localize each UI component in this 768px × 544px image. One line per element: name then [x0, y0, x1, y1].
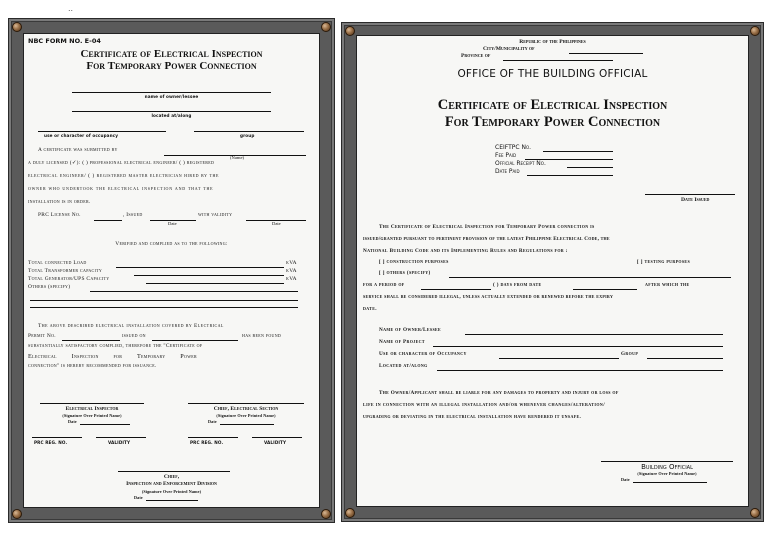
building-official-title: Building Official: [641, 463, 693, 471]
inspector-prc-caption: PRC REG. NO.: [34, 440, 68, 445]
city-label: City/Municipality of: [483, 46, 535, 52]
recommendation-plate: [8, 18, 335, 523]
bolt-icon: [345, 26, 355, 36]
certificate-title-line-2: For Temporary Power Connection: [444, 114, 661, 130]
form-title-line-1: Certificate of Electrical Inspection: [80, 48, 263, 60]
owner-line[interactable]: [72, 92, 271, 93]
building-official-date-label: Date: [621, 477, 630, 482]
project-label: Name of Project: [379, 339, 425, 345]
inspector-signature-line[interactable]: [40, 403, 144, 404]
period-line-2: service shall be considered illegal, unless actually extended or renewed before the expiry: [363, 294, 614, 300]
chief-section-prc-line[interactable]: [188, 437, 238, 438]
chief-section-date-label: Date: [208, 419, 217, 424]
period-line-3: date.: [363, 306, 377, 312]
verified-heading: Verified and complied as to the following:: [115, 241, 228, 247]
para2-line-5: connection" is hereby recommended for issuance.: [28, 363, 157, 369]
date-issued-line[interactable]: [645, 194, 735, 195]
use-line[interactable]: [499, 358, 619, 359]
transformer-label: Total Transformer capacity: [28, 268, 103, 274]
generator-line[interactable]: [146, 283, 284, 284]
owner-label: Name of Owner/Lessee: [379, 327, 442, 333]
generator-label: Total Generator/UPS Capacity: [28, 276, 110, 282]
kva-unit: kVA: [286, 260, 297, 266]
option-others[interactable]: [ ] others (specify): [379, 270, 431, 276]
period-label: for a period of: [363, 282, 405, 288]
located-line[interactable]: [437, 370, 723, 371]
grant-para-line-3: National Building Code and its Implementing Rules and Regulations for :: [363, 248, 568, 254]
inspector-validity-line[interactable]: [96, 437, 146, 438]
chief-signature-line[interactable]: [118, 471, 230, 472]
top-mark: ..: [68, 4, 74, 13]
kva-unit: kVA: [286, 276, 297, 282]
others-label: Others (specify): [28, 284, 71, 290]
located-label: Located at/along: [379, 363, 428, 369]
others-specify-line[interactable]: [449, 277, 731, 278]
certificate-form: [356, 35, 749, 507]
project-line[interactable]: [433, 346, 723, 347]
fee-paid-label: Fee Paid: [495, 152, 517, 159]
inspector-validity-caption: VALIDITY: [108, 440, 131, 445]
receipt-line[interactable]: [567, 167, 613, 168]
prc-label: PRC License No.: [38, 212, 81, 218]
para2-line-3: substantially satisfactory complied, therefore the "Certificate of: [28, 343, 203, 349]
para1-line-5: installation is in order.: [28, 199, 91, 205]
kva-unit: kVA: [286, 268, 297, 274]
period-line[interactable]: [421, 289, 491, 290]
inspector-title: Electrical Inspector: [65, 406, 119, 412]
prc-number-line[interactable]: [94, 220, 122, 221]
chief-section-date-line[interactable]: [220, 424, 274, 425]
certificate-plate: [341, 22, 764, 522]
load-label: Total connected Load: [28, 260, 87, 266]
building-official-signature-line[interactable]: [601, 461, 733, 462]
chief-date-label: Date: [134, 495, 143, 500]
location-line[interactable]: [72, 111, 271, 112]
form-number: NBC FORM NO. E-04: [28, 37, 101, 45]
inspector-prc-line[interactable]: [32, 437, 82, 438]
recommendation-form: [23, 33, 320, 508]
liability-line-3: upgrading or deviating in the electrical installation have rendered it unsafe.: [363, 414, 582, 420]
group-caption: group: [240, 133, 255, 138]
option-testing[interactable]: [ ] testing purposes: [637, 259, 691, 265]
bolt-icon: [345, 508, 355, 518]
para2-line-2b: issued on: [122, 333, 146, 339]
owner-caption: name of owner/lessee: [144, 94, 199, 99]
para1-line-2: a duly licensed (✓): ( ) professional electrical engineer/ ( ) registered: [28, 160, 215, 166]
others-line[interactable]: [30, 300, 298, 301]
province-line[interactable]: [503, 60, 613, 61]
group-label: Group: [621, 351, 639, 357]
date-issued-label: Date Issued: [681, 197, 710, 203]
use-label: Use or character of Occupancy: [379, 351, 467, 357]
receipt-label: Official Receipt No.: [495, 160, 546, 167]
others-line[interactable]: [90, 291, 298, 292]
inspector-signature-caption: (Signature Over Printed Name): [62, 413, 122, 418]
bolt-icon: [750, 508, 760, 518]
republic-heading: Republic of the Philippines: [519, 39, 586, 45]
bolt-icon: [12, 509, 22, 519]
chief-section-prc-caption: PRC REG. NO.: [190, 440, 224, 445]
certificate-title-line-1: Certificate of Electrical Inspection: [437, 97, 668, 113]
chief-signature-caption: (Signature Over Printed Name): [141, 489, 202, 494]
province-label: Province of: [461, 53, 491, 59]
use-line[interactable]: [38, 131, 166, 132]
chief-section-title: Chief, Electrical Section: [213, 406, 279, 412]
inspector-date-label: Date: [68, 419, 77, 424]
date-caption: Date: [272, 221, 281, 226]
period-date-line[interactable]: [573, 289, 637, 290]
para2-line-4: Electrical Inspection for Temporary Power: [28, 353, 197, 360]
chief-title: Chief,: [163, 474, 180, 480]
office-heading: OFFICE OF THE BUILDING OFFICIAL: [457, 68, 648, 80]
bolt-icon: [321, 22, 331, 32]
para1-line-4: owner who undertook the electrical inspection and that the: [28, 186, 214, 192]
inspector-date-line[interactable]: [80, 424, 130, 425]
load-line[interactable]: [116, 267, 284, 268]
grant-para-line-2: issued/granted pursuant to pertinent provision of the latest Philippine Electrical Code, the: [363, 236, 610, 242]
para2-line-1: The above described electrical installation covered by Electrical: [38, 323, 224, 329]
ceiftpc-line[interactable]: [543, 151, 613, 152]
option-construction[interactable]: [ ] construction purposes: [379, 259, 449, 265]
building-official-date-line[interactable]: [633, 482, 707, 483]
validity-label: with validity: [198, 212, 233, 218]
others-line[interactable]: [30, 307, 298, 308]
building-official-signature-caption: (Signature Over Printed Name): [637, 471, 697, 476]
location-caption: located at/along: [151, 113, 192, 118]
chief-section-validity-line[interactable]: [252, 437, 302, 438]
para2-line-2c: has been found: [242, 333, 282, 339]
transformer-line[interactable]: [134, 275, 284, 276]
para1-line-3: electrical engineer/ ( ) registered master electrician hired by the: [28, 173, 219, 179]
bolt-icon: [12, 22, 22, 32]
chief-date-line[interactable]: [146, 500, 198, 501]
liability-line-1: The Owner/Applicant shall be liable for any damages to property and injury or loss of: [379, 390, 619, 396]
city-line[interactable]: [569, 53, 643, 54]
period-days-label: ( ) days from date: [493, 282, 542, 288]
name-caption: (Name): [230, 155, 245, 160]
group-line[interactable]: [194, 131, 304, 132]
para1-line-1: A certificate was submitted by: [38, 147, 118, 153]
chief-section-signature-line[interactable]: [188, 403, 304, 404]
liability-line-2: life in connection with an illegal installation and/or whenever changes/alteration/: [363, 402, 606, 408]
ceiftpc-label: CEIFTPC No.: [495, 144, 532, 151]
issued-label: , Issued: [123, 212, 143, 218]
date-caption: Date: [168, 221, 177, 226]
owner-line[interactable]: [465, 334, 723, 335]
date-paid-label: Date Paid: [495, 168, 520, 175]
para2-line-2a: Permit No.: [28, 333, 56, 339]
date-paid-line[interactable]: [527, 175, 613, 176]
use-caption: use or character of occupancy: [44, 133, 119, 138]
bolt-icon: [750, 26, 760, 36]
period-after-label: after which the: [645, 282, 690, 288]
chief-section-signature-caption: (Signature Over Printed Name): [216, 413, 276, 418]
form-title-line-2: For Temporary Power Connection: [86, 60, 257, 72]
chief-division: Inspection and Enforcement Division: [126, 481, 217, 487]
grant-para-line-1: The Certificate of Electrical Inspection for Temporary Power connection is: [379, 224, 595, 230]
group-line[interactable]: [647, 358, 723, 359]
chief-section-validity-caption: VALIDITY: [264, 440, 287, 445]
bolt-icon: [321, 509, 331, 519]
